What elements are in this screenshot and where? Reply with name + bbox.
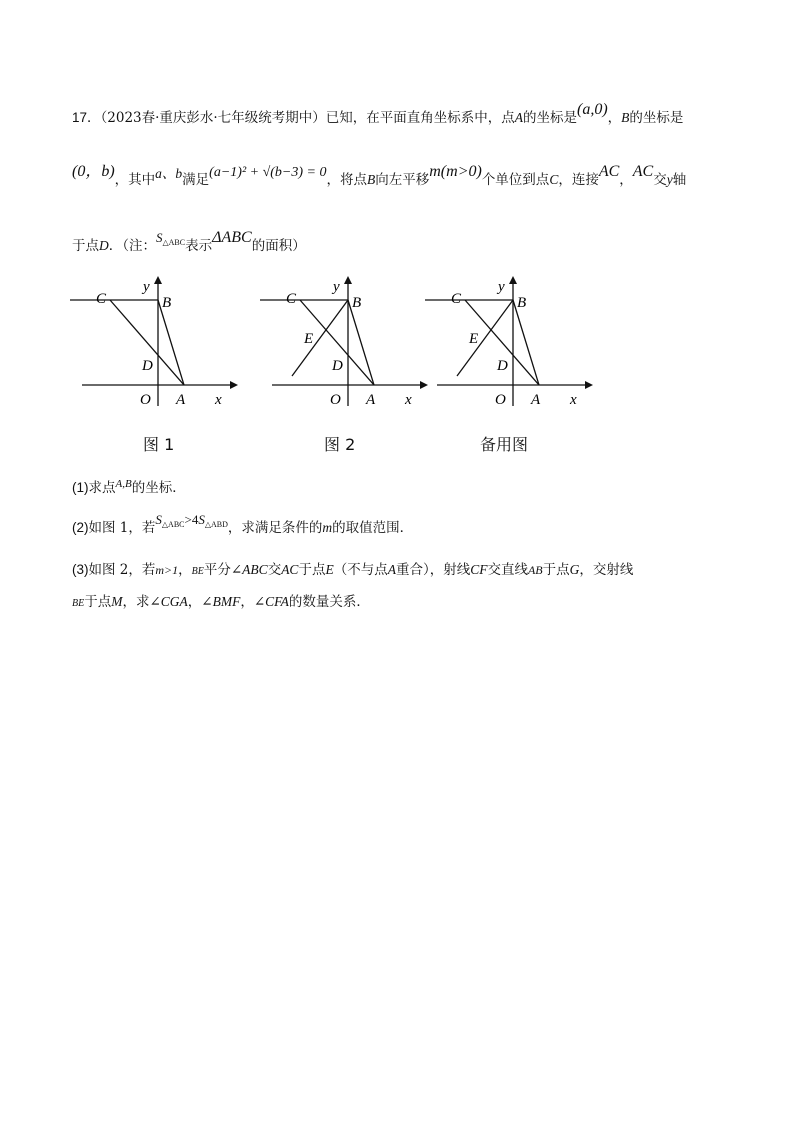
- shift-m: m(m>0): [429, 163, 482, 180]
- label-d: D: [142, 358, 153, 374]
- text: 于点: [84, 594, 112, 610]
- figure-1: [70, 272, 240, 412]
- figure-spare: [425, 272, 595, 412]
- text: 求点: [88, 480, 116, 496]
- text: 的坐标是: [522, 110, 577, 126]
- point-b: B: [367, 172, 376, 187]
- figure-1-caption: 图 1: [143, 435, 175, 454]
- problem-number: 17．: [72, 110, 101, 125]
- label-b: B: [517, 295, 527, 311]
- point-a: A: [387, 562, 396, 577]
- figure-spare-caption: 备用图: [480, 435, 529, 454]
- text: 的坐标是: [629, 110, 684, 126]
- label-a: A: [531, 392, 541, 408]
- point-b: B: [621, 110, 630, 125]
- text: 已知，在平面直角坐标系中，点: [325, 110, 515, 126]
- problem-line-3: [72, 229, 306, 261]
- label-o: O: [495, 392, 506, 408]
- text: ，求: [122, 594, 150, 610]
- axis-y: y: [666, 172, 673, 187]
- point-c: C: [549, 172, 559, 187]
- label-y: y: [143, 279, 150, 295]
- text: 的坐标．: [131, 480, 186, 496]
- label-x: x: [570, 392, 577, 408]
- segment-ac: AC: [632, 163, 654, 180]
- label-c: C: [451, 291, 462, 307]
- label-d: D: [497, 358, 508, 374]
- point-d: D: [99, 238, 109, 253]
- text: 于点: [72, 238, 99, 254]
- text: 如图 2，若: [88, 562, 156, 578]
- text: ，: [619, 172, 633, 188]
- area-sub: △ABC: [162, 238, 186, 247]
- q3-number: (3): [72, 562, 89, 577]
- inequality: >4: [184, 512, 199, 527]
- condition-m: m>1: [155, 563, 179, 577]
- area-sub: △ABC: [161, 520, 185, 529]
- figure-2-diagram: [260, 272, 430, 412]
- coord-b: (0，b): [72, 163, 115, 180]
- label-a: A: [366, 392, 376, 408]
- text: 表示: [185, 238, 213, 254]
- figure-spare-diagram: [425, 272, 595, 412]
- text: （不与点: [333, 562, 388, 578]
- area-s: S: [155, 512, 162, 527]
- segment-be: BE: [191, 566, 204, 577]
- label-a: A: [176, 392, 186, 408]
- vars-ab: a、b: [155, 166, 183, 181]
- label-c: C: [96, 291, 107, 307]
- problem-source: （2023春·重庆彭水·七年级统考期中）: [100, 110, 326, 126]
- label-x: x: [215, 392, 222, 408]
- question-3-line-2: [72, 592, 370, 614]
- text: ，: [178, 562, 192, 578]
- text: ，求满足条件的: [227, 520, 323, 536]
- text: 交: [267, 562, 282, 578]
- triangle-abc: ΔABC: [212, 229, 252, 246]
- label-c: C: [286, 291, 297, 307]
- point-g: G: [569, 562, 580, 577]
- ray-be: BE: [72, 598, 85, 609]
- text: 于点: [542, 562, 570, 578]
- angle-bmf: ∠BMF: [201, 594, 241, 609]
- text: 的取值范围．: [332, 520, 414, 536]
- text: 平分: [203, 562, 231, 578]
- line-ab: AB: [527, 563, 543, 577]
- question-1: [72, 478, 186, 499]
- q2-number: (2): [72, 520, 89, 535]
- text: ，其中: [114, 172, 156, 188]
- label-b: B: [352, 295, 362, 311]
- text: 满足: [182, 172, 210, 188]
- text: 的数量关系．: [288, 594, 370, 610]
- text: ，: [187, 594, 202, 610]
- equation: (a−1)² + √(b−3) = 0: [209, 165, 327, 180]
- angle-abc: ∠ABC: [230, 562, 268, 577]
- label-o: O: [140, 392, 151, 408]
- var-m: m: [322, 520, 333, 535]
- label-y: y: [498, 279, 505, 295]
- area-sub: △ABD: [204, 520, 228, 529]
- text: ，: [240, 594, 254, 610]
- figure-1-diagram: [70, 272, 240, 412]
- segment-ac: AC: [598, 163, 620, 180]
- coord-a: (a,0): [576, 101, 608, 118]
- text: 轴: [672, 172, 687, 188]
- angle-cga: ∠CGA: [149, 594, 188, 609]
- ray-cf: CF: [470, 562, 488, 577]
- q1-number: (1): [72, 480, 89, 495]
- text: ，: [607, 110, 622, 126]
- label-b: B: [162, 295, 172, 311]
- text: 重合），射线: [395, 562, 471, 578]
- problem-line-2: [72, 163, 687, 191]
- label-o: O: [330, 392, 341, 408]
- area-s: S: [156, 230, 163, 245]
- figure-2: [260, 272, 430, 412]
- question-2: [72, 512, 414, 543]
- label-x: x: [405, 392, 412, 408]
- text: ，将点: [326, 172, 367, 188]
- text: ．（注：: [108, 238, 156, 254]
- text: 于点: [298, 562, 326, 578]
- text: 交: [653, 172, 667, 188]
- label-y: y: [333, 279, 340, 295]
- text: 交直线: [487, 562, 528, 578]
- question-3-line-1: [72, 560, 633, 582]
- label-e: E: [469, 331, 479, 347]
- points-ab: A,B: [115, 478, 132, 490]
- segment-ac: AC: [281, 562, 299, 577]
- angle-cfa: ∠CFA: [253, 594, 289, 609]
- text: 如图 1，若: [88, 520, 156, 536]
- label-e: E: [304, 331, 314, 347]
- problem-line-1: [72, 101, 684, 128]
- text: ，交射线: [579, 562, 634, 578]
- point-a: A: [514, 110, 523, 125]
- text: ，连接: [558, 172, 599, 188]
- figure-2-caption: 图 2: [324, 435, 356, 454]
- area-s: S: [198, 512, 205, 527]
- text: 个单位到点: [481, 172, 550, 188]
- point-m: M: [111, 594, 123, 609]
- label-d: D: [332, 358, 343, 374]
- text: 的面积）: [251, 238, 306, 254]
- point-e: E: [325, 562, 334, 577]
- text: 向左平移: [375, 172, 430, 188]
